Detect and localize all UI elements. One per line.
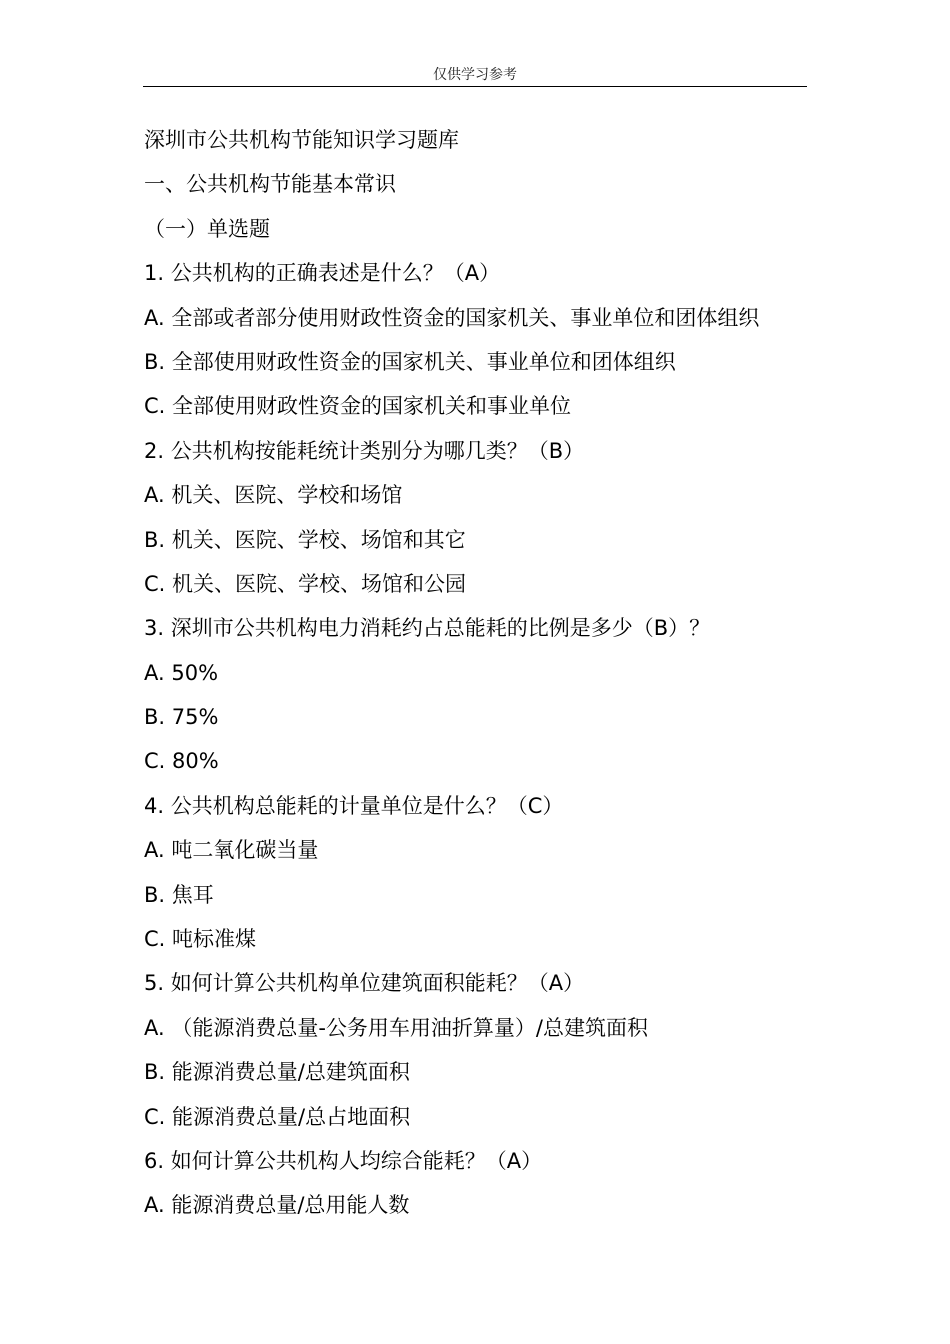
question-2-option-c: C. 机关、医院、学校、场馆和公园	[144, 571, 467, 596]
question-1-option-c: C. 全部使用财政性资金的国家机关和事业单位	[144, 394, 572, 419]
question-5: 5. 如何计算公共机构单位建筑面积能耗？（A）	[144, 971, 585, 996]
question-6: 6. 如何计算公共机构人均综合能耗？（A）	[144, 1148, 543, 1173]
question-1-option-a: A. 全部或者部分使用财政性资金的国家机关、事业单位和团体组织	[144, 305, 760, 330]
document-body	[144, 118, 814, 1228]
question-2: 2. 公共机构按能耗统计类别分为哪几类？（B）	[144, 438, 585, 463]
question-3: 3. 深圳市公共机构电力消耗约占总能耗的比例是多少（B）？	[144, 616, 711, 641]
question-1: 1. 公共机构的正确表述是什么？（A）	[144, 261, 501, 286]
subsection-heading: （一）单选题	[144, 216, 270, 241]
question-4: 4. 公共机构总能耗的计量单位是什么？（C）	[144, 793, 564, 818]
question-4-option-a: A. 吨二氧化碳当量	[144, 838, 319, 863]
question-3-option-c: C. 80%	[144, 749, 219, 774]
section-heading: 一、公共机构节能基本常识	[144, 172, 396, 197]
header-divider	[143, 86, 807, 87]
question-5-option-c: C. 能源消费总量/总占地面积	[144, 1104, 411, 1129]
question-6-option-a: A. 能源消费总量/总用能人数	[144, 1193, 410, 1218]
question-2-option-a: A. 机关、医院、学校和场馆	[144, 483, 403, 508]
question-5-option-b: B. 能源消费总量/总建筑面积	[144, 1060, 410, 1085]
question-2-option-b: B. 机关、医院、学校、场馆和其它	[144, 527, 466, 552]
document-title: 深圳市公共机构节能知识学习题库	[144, 128, 459, 152]
page-header: 仅供学习参考	[433, 67, 517, 83]
question-3-option-b: B. 75%	[144, 705, 219, 730]
question-4-option-c: C. 吨标准煤	[144, 927, 257, 952]
question-5-option-a: A. （能源消费总量-公务用车用油折算量）/总建筑面积	[144, 1015, 648, 1040]
question-4-option-b: B. 焦耳	[144, 882, 214, 907]
question-1-option-b: B. 全部使用财政性资金的国家机关、事业单位和团体组织	[144, 349, 676, 374]
question-3-option-a: A. 50%	[144, 660, 219, 685]
